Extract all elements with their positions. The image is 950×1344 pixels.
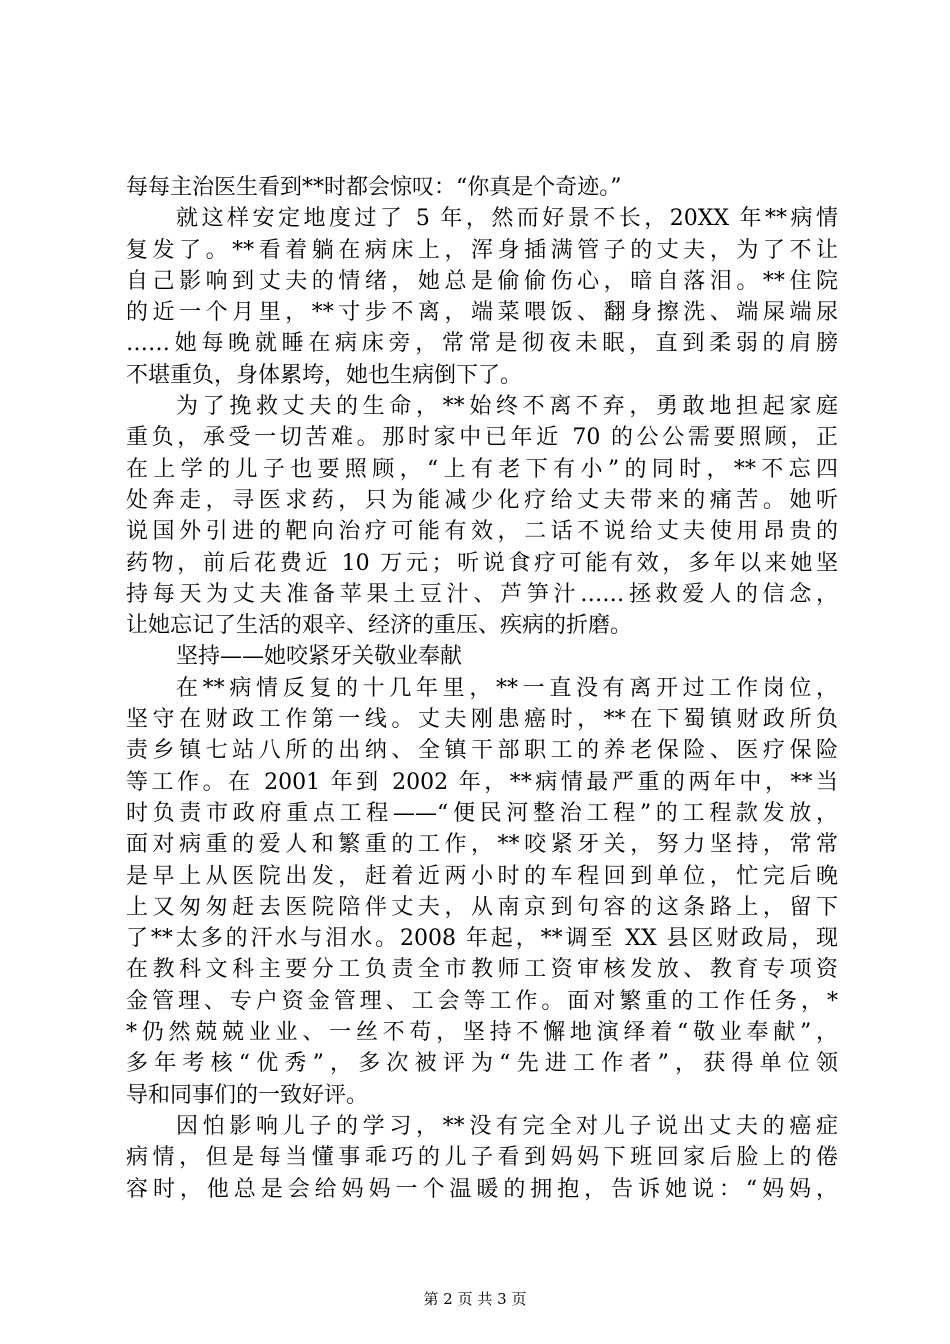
text-line: 处奔走，寻医求药，只为能减少化疗给丈夫带来的痛苦。她听 [126,487,838,513]
text-line: 多年考核“优秀”，多次被评为“先进工作者”，获得单位领 [126,1051,838,1077]
text-line: 因怕影响儿子的学习，**没有完全对儿子说出丈夫的癌症 [176,1113,838,1139]
text-line: 复发了。**看着躺在病床上，浑身插满管子的丈夫，为了不让 [126,237,838,263]
text-line: 让她忘记了生活的艰辛、经济的重压、疾病的折磨。 [126,613,633,639]
text-line: 容时，他总是会给妈妈一个温暖的拥抱，告诉她说：“妈妈， [126,1176,838,1202]
text-line: 在教科文科主要分工负责全市教师工资审核发放、教育专项资 [126,957,838,983]
text-line: ……她每晚就睡在病床旁，常常是彻夜未眠，直到柔弱的肩膀 [126,331,838,357]
text-line: 导和同事们的一致好评。 [126,1082,369,1108]
text-line: 责乡镇七站八所的出纳、全镇干部职工的养老保险、医疗保险 [126,738,838,764]
text-line: 重负，承受一切苦难。那时家中已年近 70 的公公需要照顾，正 [126,425,838,451]
text-line: 坚守在财政工作第一线。丈夫刚患癌时，**在下蜀镇财政所负 [126,707,838,733]
text-line: 不堪重负，身体累垮，她也生病倒下了。 [126,362,523,388]
text-line: *仍然兢兢业业、一丝不苟，坚持不懈地演绎着“敬业奉献”， [126,1020,838,1046]
text-line: 时负责市政府重点工程——“便民河整治工程”的工程款发放， [126,800,838,826]
text-line: 上又匆匆赶去医院陪伴丈夫，从南京到句容的这条路上，留下 [126,894,838,920]
text-line: 说国外引进的靶向治疗可能有效，二话不说给丈夫使用昂贵的 [126,519,838,545]
text-line: 金管理、专户资金管理、工会等工作。面对繁重的工作任务，* [126,988,838,1014]
text-line: 面对病重的爱人和繁重的工作，**咬紧牙关，努力坚持，常常 [126,832,838,858]
text-line: 病情，但是每当懂事乖巧的儿子看到妈妈下班回家后脸上的倦 [126,1145,838,1171]
text-line: 每每主治医生看到**时都会惊叹：“你真是个奇迹。” [126,175,622,200]
text-line: 了**太多的汗水与泪水。2008 年起，**调至 XX 县区财政局，现 [126,926,838,952]
text-line: 是早上从医院出发，赶着近两小时的车程回到单位，忙完后晚 [126,863,838,889]
page-footer: 第 2 页 共 3 页 [423,1290,527,1308]
text-line: 在**病情反复的十几年里，**一直没有离开过工作岗位， [176,675,838,701]
text-line: 坚持——她咬紧牙关敬业奉献 [176,644,463,670]
text-line: 就这样安定地度过了 5 年，然而好景不长，20XX 年**病情 [176,206,838,232]
text-line: 自己影响到丈夫的情绪，她总是偷偷伤心，暗自落泪。**住院 [126,268,838,294]
text-line: 为了挽救丈夫的生命，**始终不离不弃，勇敢地担起家庭 [176,394,838,420]
text-line: 药物，前后花费近 10 万元；听说食疗可能有效，多年以来她坚 [126,550,838,576]
body-text [126,172,838,1205]
text-line: 的近一个月里，**寸步不离，端菜喂饭、翻身擦洗、端屎端尿 [126,300,838,326]
text-line: 持每天为丈夫准备苹果土豆汁、芦笋汁……拯救爱人的信念， [126,581,838,607]
text-line: 在上学的儿子也要照顾，“上有老下有小”的同时，**不忘四 [126,456,838,482]
text-line: 等工作。在 2001 年到 2002 年，**病情最严重的两年中，**当 [126,769,838,795]
